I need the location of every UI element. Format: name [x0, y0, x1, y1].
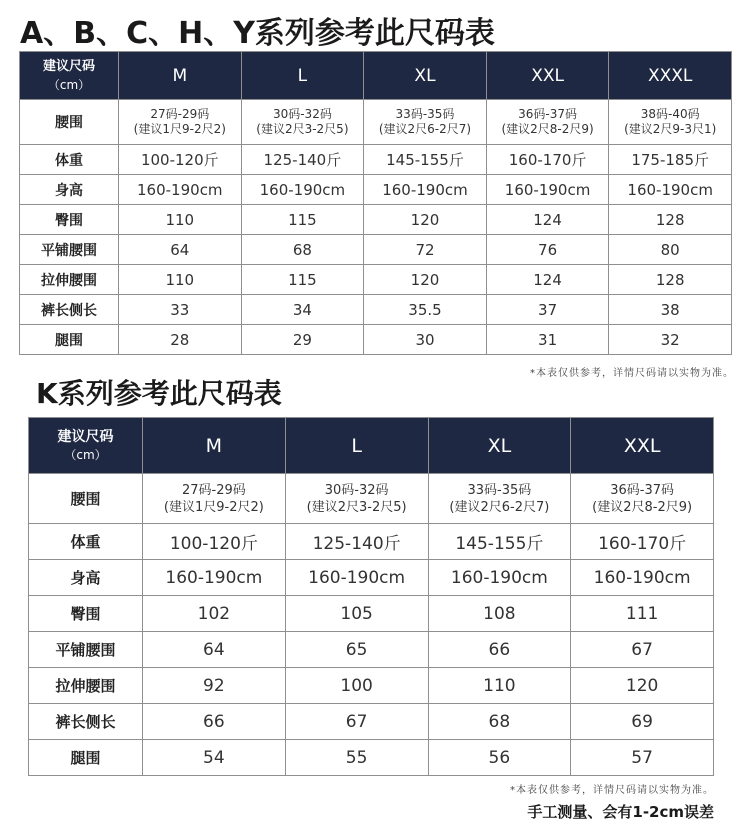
value-cell: 160-190cm	[486, 175, 609, 205]
table-row	[29, 596, 714, 632]
row-label: 拉伸腰围	[29, 668, 143, 704]
value-cell: 65	[285, 632, 428, 668]
value-cell: 56	[428, 740, 571, 776]
table-row	[29, 524, 714, 560]
table-row	[20, 145, 732, 175]
value-cell: 55	[285, 740, 428, 776]
waist-cell	[571, 474, 714, 524]
row-label: 腿围	[20, 325, 119, 355]
waist-hint: (建议1尺9-2尺2)	[133, 122, 226, 136]
waist-range: 33码-35码	[467, 482, 532, 498]
value-cell: 111	[571, 596, 714, 632]
waist-cell	[241, 100, 364, 145]
value-cell: 160-190cm	[428, 560, 571, 596]
value-cell: 76	[486, 235, 609, 265]
waist-cell	[143, 474, 286, 524]
value-cell: 110	[119, 205, 242, 235]
row-label: 身高	[29, 560, 143, 596]
table-row	[20, 175, 732, 205]
table-row	[29, 668, 714, 704]
value-cell: 160-170斤	[486, 145, 609, 175]
table-header-row	[29, 418, 714, 474]
value-cell: 66	[428, 632, 571, 668]
waist-cell	[285, 474, 428, 524]
value-cell: 115	[241, 205, 364, 235]
row-label: 腰围	[20, 100, 119, 145]
table-row	[20, 325, 732, 355]
waist-range: 36码-37码	[610, 482, 675, 498]
waist-cell	[364, 100, 487, 145]
value-cell: 100	[285, 668, 428, 704]
waist-range: 30码-32码	[324, 482, 389, 498]
value-cell: 54	[143, 740, 286, 776]
value-cell: 125-140斤	[241, 145, 364, 175]
value-cell: 69	[571, 704, 714, 740]
value-cell: 160-190cm	[119, 175, 242, 205]
row-label: 身高	[20, 175, 119, 205]
header-corner-cell	[20, 52, 119, 100]
value-cell: 120	[364, 205, 487, 235]
corner-unit: （cm）	[64, 447, 107, 462]
value-cell: 145-155斤	[364, 145, 487, 175]
size-header-m: M	[143, 418, 286, 474]
value-cell: 124	[486, 265, 609, 295]
row-label: 腿围	[29, 740, 143, 776]
row-label: 体重	[29, 524, 143, 560]
waist-range: 38码-40码	[640, 107, 700, 121]
value-cell: 160-190cm	[364, 175, 487, 205]
value-cell: 128	[609, 205, 732, 235]
waist-hint: (建议2尺8-2尺9)	[501, 122, 594, 136]
waist-hint: (建议2尺3-2尺5)	[306, 499, 407, 515]
corner-unit: （cm）	[47, 77, 91, 92]
value-cell: 160-190cm	[143, 560, 286, 596]
waist-range: 33码-35码	[395, 107, 455, 121]
value-cell: 64	[143, 632, 286, 668]
table-title-k: K系列参考此尺码表	[36, 377, 282, 410]
size-header-xl: XL	[428, 418, 571, 474]
corner-label: 建议尺码	[42, 58, 95, 74]
value-cell: 68	[241, 235, 364, 265]
value-cell: 115	[241, 265, 364, 295]
size-table-abchy	[19, 51, 732, 355]
value-cell: 160-170斤	[571, 524, 714, 560]
waist-hint: (建议2尺6-2尺7)	[378, 122, 472, 136]
corner-label: 建议尺码	[57, 428, 114, 445]
value-cell: 35.5	[364, 295, 487, 325]
size-table-k	[28, 417, 714, 776]
table-row	[29, 632, 714, 668]
size-header-m: M	[119, 52, 242, 100]
waist-cell	[428, 474, 571, 524]
table-row	[20, 265, 732, 295]
value-cell: 102	[143, 596, 286, 632]
value-cell: 67	[571, 632, 714, 668]
measurement-note: 手工测量、会有1-2cm误差	[527, 803, 714, 821]
size-header-xxxl: XXXL	[609, 52, 732, 100]
waist-cell	[486, 100, 609, 145]
value-cell: 57	[571, 740, 714, 776]
value-cell: 66	[143, 704, 286, 740]
row-label: 裤长侧长	[29, 704, 143, 740]
size-header-xxl: XXL	[571, 418, 714, 474]
value-cell: 110	[119, 265, 242, 295]
table-row-waist	[29, 474, 714, 524]
value-cell: 105	[285, 596, 428, 632]
row-label: 平铺腰围	[29, 632, 143, 668]
size-header-xl: XL	[364, 52, 487, 100]
value-cell: 175-185斤	[609, 145, 732, 175]
value-cell: 80	[609, 235, 732, 265]
table-row	[29, 704, 714, 740]
disclaimer-note: *本表仅供参考，详情尺码请以实物为准。	[510, 785, 714, 796]
size-header-l: L	[285, 418, 428, 474]
value-cell: 72	[364, 235, 487, 265]
value-cell: 108	[428, 596, 571, 632]
value-cell: 29	[241, 325, 364, 355]
value-cell: 38	[609, 295, 732, 325]
value-cell: 92	[143, 668, 286, 704]
table-title-abchy: A、B、C、H、Y系列参考此尺码表	[20, 16, 495, 51]
table-row-waist	[20, 100, 732, 145]
value-cell: 34	[241, 295, 364, 325]
waist-hint: (建议1尺9-2尺2)	[163, 499, 264, 515]
value-cell: 100-120斤	[119, 145, 242, 175]
row-label: 臀围	[20, 205, 119, 235]
header-corner-cell	[29, 418, 143, 474]
value-cell: 125-140斤	[285, 524, 428, 560]
value-cell: 160-190cm	[571, 560, 714, 596]
waist-range: 36码-37码	[518, 107, 578, 121]
row-label: 裤长侧长	[20, 295, 119, 325]
value-cell: 145-155斤	[428, 524, 571, 560]
disclaimer-note: *本表仅供参考，详情尺码请以实物为准。	[530, 368, 734, 379]
table-row	[20, 205, 732, 235]
value-cell: 160-190cm	[285, 560, 428, 596]
table-row	[29, 740, 714, 776]
row-label: 臀围	[29, 596, 143, 632]
value-cell: 37	[486, 295, 609, 325]
waist-cell	[119, 100, 242, 145]
waist-cell	[609, 100, 732, 145]
table-row	[29, 560, 714, 596]
value-cell: 68	[428, 704, 571, 740]
waist-range: 30码-32码	[272, 107, 332, 121]
value-cell: 160-190cm	[241, 175, 364, 205]
waist-hint: (建议2尺6-2尺7)	[449, 499, 550, 515]
row-label: 拉伸腰围	[20, 265, 119, 295]
value-cell: 33	[119, 295, 242, 325]
value-cell: 28	[119, 325, 242, 355]
value-cell: 100-120斤	[143, 524, 286, 560]
waist-hint: (建议2尺3-2尺5)	[256, 122, 349, 136]
row-label: 平铺腰围	[20, 235, 119, 265]
value-cell: 67	[285, 704, 428, 740]
row-label: 体重	[20, 145, 119, 175]
value-cell: 30	[364, 325, 487, 355]
value-cell: 160-190cm	[609, 175, 732, 205]
value-cell: 124	[486, 205, 609, 235]
value-cell: 120	[364, 265, 487, 295]
value-cell: 120	[571, 668, 714, 704]
table-row	[20, 235, 732, 265]
value-cell: 110	[428, 668, 571, 704]
size-header-l: L	[241, 52, 364, 100]
value-cell: 64	[119, 235, 242, 265]
table-row	[20, 295, 732, 325]
row-label: 腰围	[29, 474, 143, 524]
waist-hint: (建议2尺9-3尺1)	[624, 122, 717, 136]
waist-hint: (建议2尺8-2尺9)	[592, 499, 693, 515]
waist-range: 27码-29码	[181, 482, 246, 498]
size-header-xxl: XXL	[486, 52, 609, 100]
value-cell: 31	[486, 325, 609, 355]
value-cell: 128	[609, 265, 732, 295]
table-header-row	[20, 52, 732, 100]
value-cell: 32	[609, 325, 732, 355]
waist-range: 27码-29码	[150, 107, 210, 121]
